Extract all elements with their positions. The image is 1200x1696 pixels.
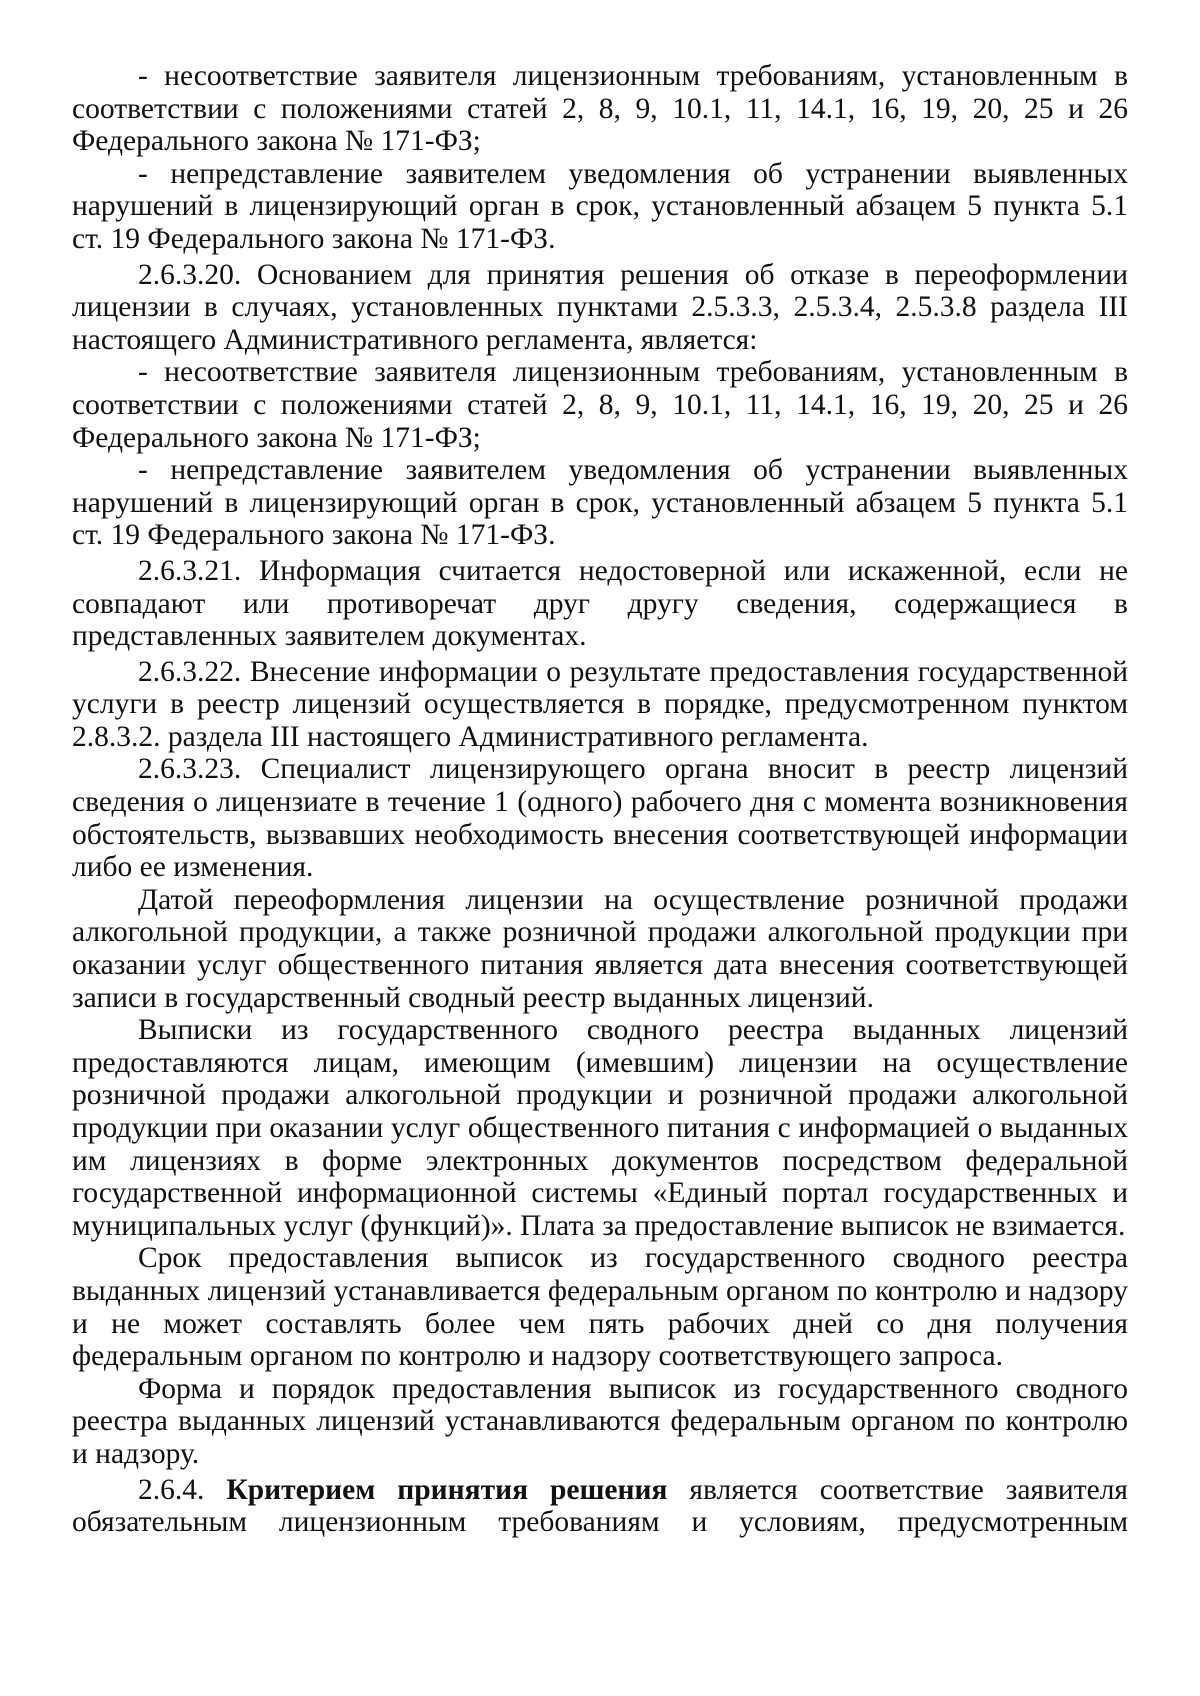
paragraph-extract-form: Форма и порядок предоставления выписок из государственного сводного реестра выданных лицензий устанавливаются федеральным органом по контролю и надзору. — [72, 1372, 1128, 1470]
document-page — [72, 60, 1128, 1539]
section-number: 2.6.4. — [138, 1473, 205, 1506]
paragraph-requirement-1: - несоответствие заявителя лицензионным требованиям, установленным в соответствии с положениями статей 2, 8, 9, 10.1, 11, 14.1, 16, 19, 20, 25 и 26 Федерального закона № 171-ФЗ; — [72, 60, 1128, 158]
paragraph-2-6-3-21: 2.6.3.21. Информация считается недостоверной или искаженной, если не совпадают или противоречат друг другу сведения, содержащиеся в представленных заявителем документах. — [72, 554, 1128, 653]
paragraph-notice-2: - непредставление заявителем уведомления об устранении выявленных нарушений в лицензирующий орган в срок, установленный абзацем 5 пункта 5.1 ст. 19 Федерального закона № 171-ФЗ. — [72, 454, 1128, 552]
paragraph-2-6-3-20: 2.6.3.20. Основанием для принятия решения об отказе в переоформлении лицензии в случаях, установленных пунктами 2.5.3.3, 2.5.3.4, 2.5.3.8 раздела III настоящего Административного регламента, является: — [72, 258, 1128, 356]
paragraph-2-6-3-22: 2.6.3.22. Внесение информации о результате предоставления государственной услуги в реестр лицензий осуществляется в порядке, предусмотренном пунктом 2.8.3.2. раздела III настоящего Административного регламента. — [72, 655, 1128, 753]
paragraph-extracts: Выписки из государственного сводного реестра выданных лицензий предоставляются лицам, имеющим (имевшим) лицензии на осуществление розничной продажи алкогольной продукции и розничной продажи алкогольной продукции при оказании услуг общественного питания с информацией о выданных им лицензиях в форме электронных документов посредством федеральной государственной информационной системы «Единый портал государственных и муниципальных услуг (функций)». Плата за предоставление выписок не взимается. — [72, 1014, 1128, 1242]
paragraph-notice-1: - непредставление заявителем уведомления об устранении выявленных нарушений в лицензирующий орган в срок, установленный абзацем 5 пункта 5.1 ст. 19 Федерального закона № 171-ФЗ. — [72, 157, 1128, 255]
paragraph-2-6-4 — [72, 1474, 1128, 1539]
paragraph-reissue-date: Датой переоформления лицензии на осуществление розничной продажи алкогольной продукции, а также розничной продажи алкогольной продукции при оказании услуг общественного питания является дата внесения соответствующей записи в государственный сводный реестр выданных лицензий. — [72, 883, 1128, 1014]
paragraph-extract-deadline: Срок предоставления выписок из государственного сводного реестра выданных лицензий устанавливается федеральным органом по контролю и надзору и не может составлять более чем пять рабочих дней со дня получения федеральным органом по контролю и надзору соответствующего запроса. — [72, 1242, 1128, 1373]
criterion-rest: является соответствие заявителя обязательным лицензионным требованиям и условиям, предусмотренным — [72, 1473, 1128, 1539]
criterion-phrase: Критерием принятия решения — [226, 1473, 668, 1506]
paragraph-2-6-3-23: 2.6.3.23. Специалист лицензирующего органа вносит в реестр лицензий сведения о лицензиате в течение 1 (одного) рабочего дня с момента возникновения обстоятельств, вызвавших необходимость внесения соответствующей информации либо ее изменения. — [72, 753, 1128, 884]
paragraph-requirement-2: - несоответствие заявителя лицензионным требованиям, установленным в соответствии с положениями статей 2, 8, 9, 10.1, 11, 14.1, 16, 19, 20, 25 и 26 Федерального закона № 171-ФЗ; — [72, 356, 1128, 454]
